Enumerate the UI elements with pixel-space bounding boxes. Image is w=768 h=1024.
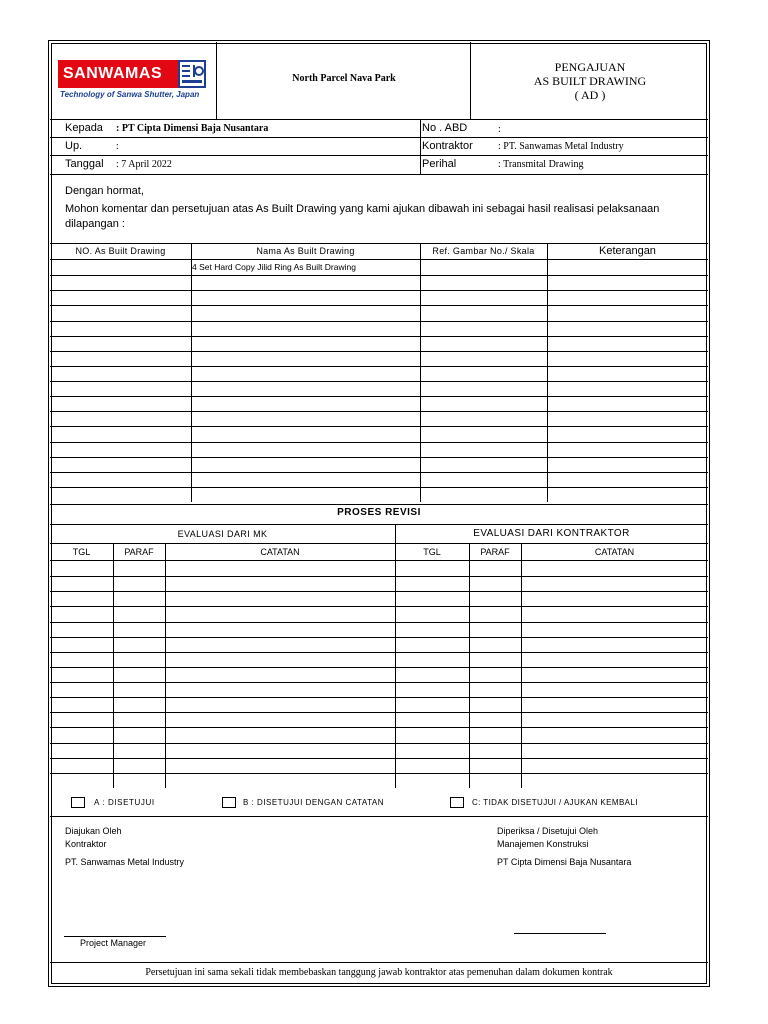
drawing-table-grid: [50, 243, 708, 502]
footer-disclaimer: Persetujuan ini sama sekali tidak membebaskan tanggung jawab kontraktor atas pemenuhan dalam dokumen kontrak: [145, 967, 613, 978]
perihal-value: : Transmital Drawing: [498, 159, 584, 170]
divider: [50, 119, 708, 120]
kontraktor-col-catatan: CATATAN: [594, 547, 635, 557]
col-header-keterangan: Keterangan: [599, 245, 656, 257]
right-signature-line-1: Diperiksa / Disetujui Oleh: [497, 826, 599, 836]
document-title: [472, 60, 708, 102]
drawing-table: [50, 243, 708, 502]
logo-tagline: Technology of Sanwa Shutter, Japan: [60, 90, 200, 99]
divider: [50, 137, 708, 138]
row-nama-cell: 4 Set Hard Copy Jilid Ring As Built Drawing: [192, 262, 356, 272]
divider: [50, 504, 708, 505]
mk-col-catatan: CATATAN: [260, 547, 300, 557]
kepada-value: : PT Cipta Dimensi Baja Nusantara: [116, 123, 269, 134]
divider: [50, 962, 708, 963]
logo-wordmark: SANWAMAS: [58, 60, 178, 88]
divider: [50, 155, 708, 156]
revisi-title: PROSES REVISI: [337, 507, 421, 518]
left-signature-line-2: Kontraktor: [65, 839, 107, 849]
col-header-nama: Nama As Built Drawing: [256, 246, 355, 256]
revisi-table-grid: [50, 524, 708, 788]
kontraktor-evaluation-title: EVALUASI DARI KONTRAKTOR: [473, 528, 630, 539]
header-divider: [216, 42, 217, 119]
approved-label: A : DISETUJUI: [94, 798, 155, 807]
intro-body-line-1: Mohon komentar dan persetujuan atas As Built Drawing yang kami ajukan dibawah ini sebagai hasil realisasi pelaksanaan: [65, 203, 660, 215]
kontraktor-col-paraf: PARAF: [480, 547, 510, 557]
rejected-checkbox[interactable]: [450, 797, 464, 808]
tanggal-label: Tanggal: [65, 158, 104, 170]
project-name: North Parcel Nava Park: [292, 73, 396, 84]
perihal-label: Perihal: [422, 158, 457, 170]
title-line-2: AS BUILT DRAWING: [533, 74, 647, 88]
header-divider: [470, 42, 471, 119]
table-row: [192, 262, 356, 272]
right-signature-line: [514, 933, 606, 934]
rejected-label: C: TIDAK DISETUJUI / AJUKAN KEMBALI: [472, 798, 638, 807]
revisi-table: [50, 524, 708, 788]
divider: [50, 816, 708, 817]
approved-with-notes-checkbox[interactable]: [222, 797, 236, 808]
mk-evaluation-title: EVALUASI DARI MK: [177, 529, 268, 539]
kontraktor-value: : PT. Sanwamas Metal Industry: [498, 141, 624, 152]
approved-checkbox[interactable]: [71, 797, 85, 808]
left-signature-line: [64, 936, 166, 937]
logo-emblem-icon: [178, 60, 206, 88]
no-abd-label: No . ABD: [422, 122, 468, 134]
left-signature-role: Project Manager: [80, 938, 147, 948]
left-signature-company: PT. Sanwamas Metal Industry: [65, 857, 185, 867]
no-abd-value: :: [498, 124, 501, 135]
company-logo: [58, 58, 210, 104]
up-label: Up.: [65, 140, 83, 152]
title-line-1: PENGAJUAN: [554, 60, 626, 74]
left-signature-block: [65, 825, 184, 869]
kontraktor-col-tgl: TGL: [423, 547, 441, 557]
left-signature-line-1: Diajukan Oleh: [65, 826, 122, 836]
kontraktor-label: Kontraktor: [422, 140, 473, 152]
intro-body-line-2: dilapangan :: [65, 218, 125, 230]
right-signature-block: [497, 825, 631, 869]
mk-col-tgl: TGL: [72, 547, 91, 557]
col-header-ref: Ref. Gambar No./ Skala: [432, 246, 535, 256]
right-signature-company: PT Cipta Dimensi Baja Nusantara: [497, 857, 632, 867]
up-value: :: [116, 141, 119, 152]
tanggal-value: : 7 April 2022: [116, 159, 172, 170]
divider: [50, 174, 708, 175]
greeting: Dengan hormat,: [65, 185, 144, 197]
right-signature-line-2: Manajemen Konstruksi: [497, 839, 589, 849]
mk-col-paraf: PARAF: [124, 547, 154, 557]
approved-with-notes-label: B : DISETUJUI DENGAN CATATAN: [243, 798, 384, 807]
col-header-no: NO. As Built Drawing: [75, 246, 166, 256]
info-divider: [420, 119, 421, 174]
title-line-3: ( AD ): [574, 88, 606, 102]
kepada-label: Kepada: [65, 122, 103, 134]
